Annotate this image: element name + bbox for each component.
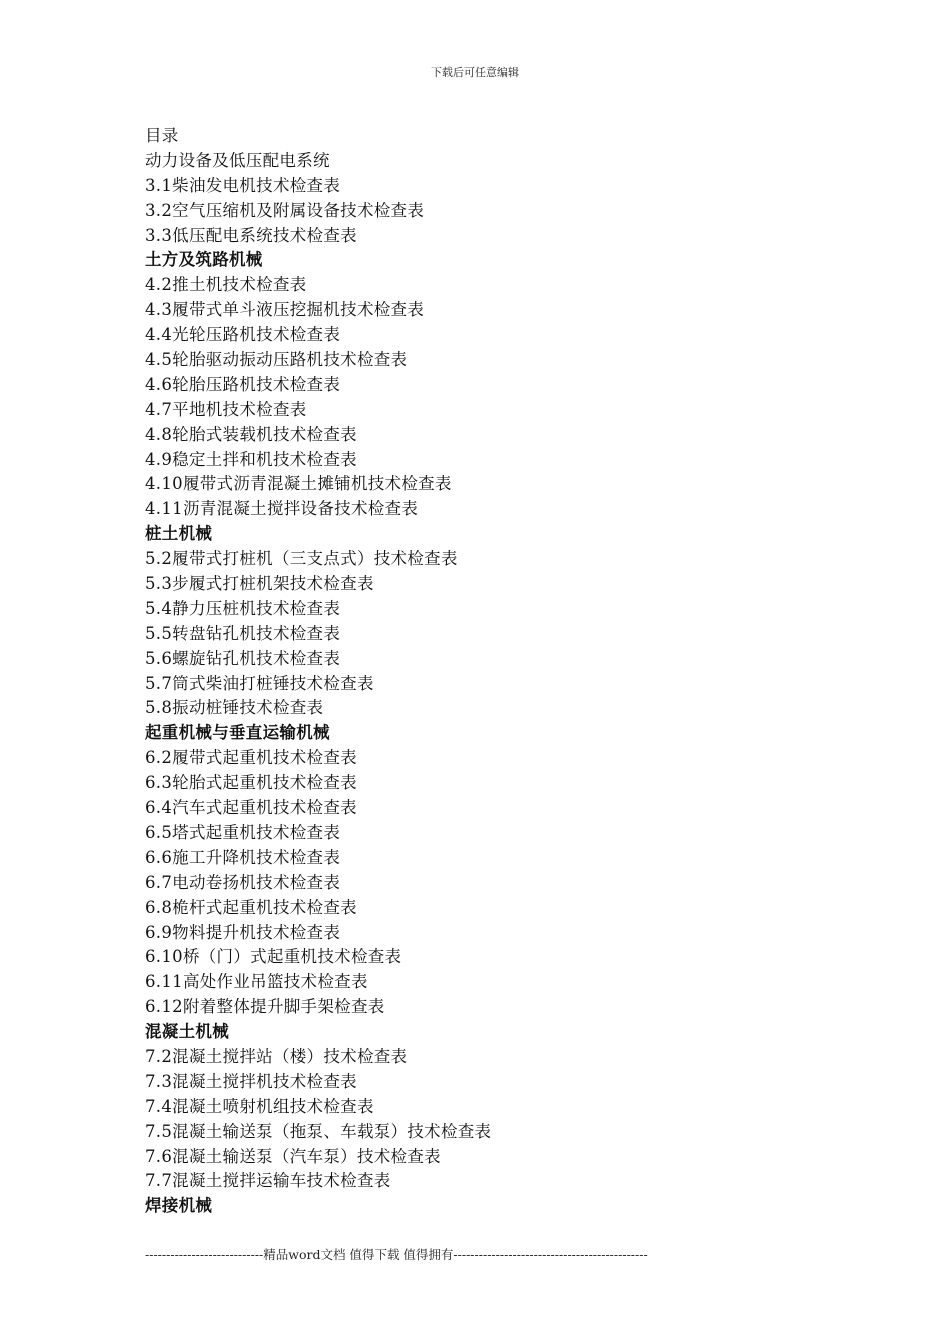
toc-entry: 6.8桅杆式起重机技术检查表 bbox=[145, 897, 357, 917]
toc-section-heading: 土方及筑路机械 bbox=[145, 250, 263, 270]
toc-entry: 6.11高处作业吊篮技术检查表 bbox=[145, 972, 368, 992]
toc-entry: 3.3低压配电系统技术检查表 bbox=[145, 225, 357, 245]
toc-entry: 4.11沥青混凝土搅拌设备技术检查表 bbox=[145, 499, 419, 519]
toc-entry: 4.5轮胎驱动振动压路机技术检查表 bbox=[145, 350, 408, 370]
table-of-contents bbox=[145, 124, 845, 1219]
toc-entry: 5.6螺旋钻孔机技术检查表 bbox=[145, 648, 341, 668]
toc-entry: 6.4汽车式起重机技术检查表 bbox=[145, 798, 357, 818]
toc-section-heading: 混凝土机械 bbox=[145, 1022, 229, 1042]
toc-entry: 7.7混凝土搅拌运输车技术检查表 bbox=[145, 1171, 391, 1191]
page-footer: ----------------------------精品word文档 值得下载 值得拥有---------------------------------------------- bbox=[145, 1247, 648, 1262]
toc-entry: 3.1柴油发电机技术检查表 bbox=[145, 175, 341, 195]
toc-entry: 4.6轮胎压路机技术检查表 bbox=[145, 374, 341, 394]
toc-entry: 动力设备及低压配电系统 bbox=[145, 150, 330, 170]
toc-entry: 7.4混凝土喷射机组技术检查表 bbox=[145, 1096, 374, 1116]
toc-entry: 4.7平地机技术检查表 bbox=[145, 399, 307, 419]
toc-entry: 6.9物料提升机技术检查表 bbox=[145, 922, 341, 942]
toc-entry: 6.2履带式起重机技术检查表 bbox=[145, 748, 357, 768]
toc-entry: 6.3轮胎式起重机技术检查表 bbox=[145, 773, 357, 793]
toc-entry: 5.5转盘钻孔机技术检查表 bbox=[145, 623, 341, 643]
toc-entry: 4.10履带式沥青混凝土摊铺机技术检查表 bbox=[145, 474, 452, 494]
toc-section-heading: 桩土机械 bbox=[145, 524, 213, 544]
toc-entry: 3.2空气压缩机及附属设备技术检查表 bbox=[145, 200, 425, 220]
toc-entry: 5.7筒式柴油打桩锤技术检查表 bbox=[145, 673, 374, 693]
toc-entry: 7.5混凝土输送泵（拖泵、车载泵）技术检查表 bbox=[145, 1121, 492, 1141]
toc-entry: 4.8轮胎式装载机技术检查表 bbox=[145, 424, 357, 444]
toc-entry: 5.8振动桩锤技术检查表 bbox=[145, 698, 324, 718]
toc-entry: 4.3履带式单斗液压挖掘机技术检查表 bbox=[145, 300, 425, 320]
toc-entry: 6.5塔式起重机技术检查表 bbox=[145, 822, 341, 842]
toc-entry: 5.3步履式打桩机架技术检查表 bbox=[145, 574, 374, 594]
page-header: 下载后可任意编辑 bbox=[431, 66, 519, 79]
toc-entry: 7.3混凝土搅拌机技术检查表 bbox=[145, 1071, 357, 1091]
toc-entry: 7.2混凝土搅拌站（楼）技术检查表 bbox=[145, 1046, 408, 1066]
toc-entry: 7.6混凝土输送泵（汽车泵）技术检查表 bbox=[145, 1146, 441, 1166]
toc-entry: 4.2推土机技术检查表 bbox=[145, 275, 307, 295]
toc-entry: 5.4静力压桩机技术检查表 bbox=[145, 598, 341, 618]
toc-section-heading: 起重机械与垂直运输机械 bbox=[145, 723, 330, 743]
toc-section-heading: 焊接机械 bbox=[145, 1196, 213, 1216]
toc-entry: 6.12附着整体提升脚手架检查表 bbox=[145, 997, 385, 1017]
toc-entry: 6.10桥（门）式起重机技术检查表 bbox=[145, 947, 402, 967]
toc-entry: 4.4光轮压路机技术检查表 bbox=[145, 325, 341, 345]
toc-title: 目录 bbox=[145, 126, 179, 145]
toc-entry: 5.2履带式打桩机（三支点式）技术检查表 bbox=[145, 549, 458, 569]
toc-entry: 6.6施工升降机技术检查表 bbox=[145, 847, 341, 867]
toc-entry: 4.9稳定土拌和机技术检查表 bbox=[145, 449, 357, 469]
toc-entry: 6.7电动卷扬机技术检查表 bbox=[145, 872, 341, 892]
